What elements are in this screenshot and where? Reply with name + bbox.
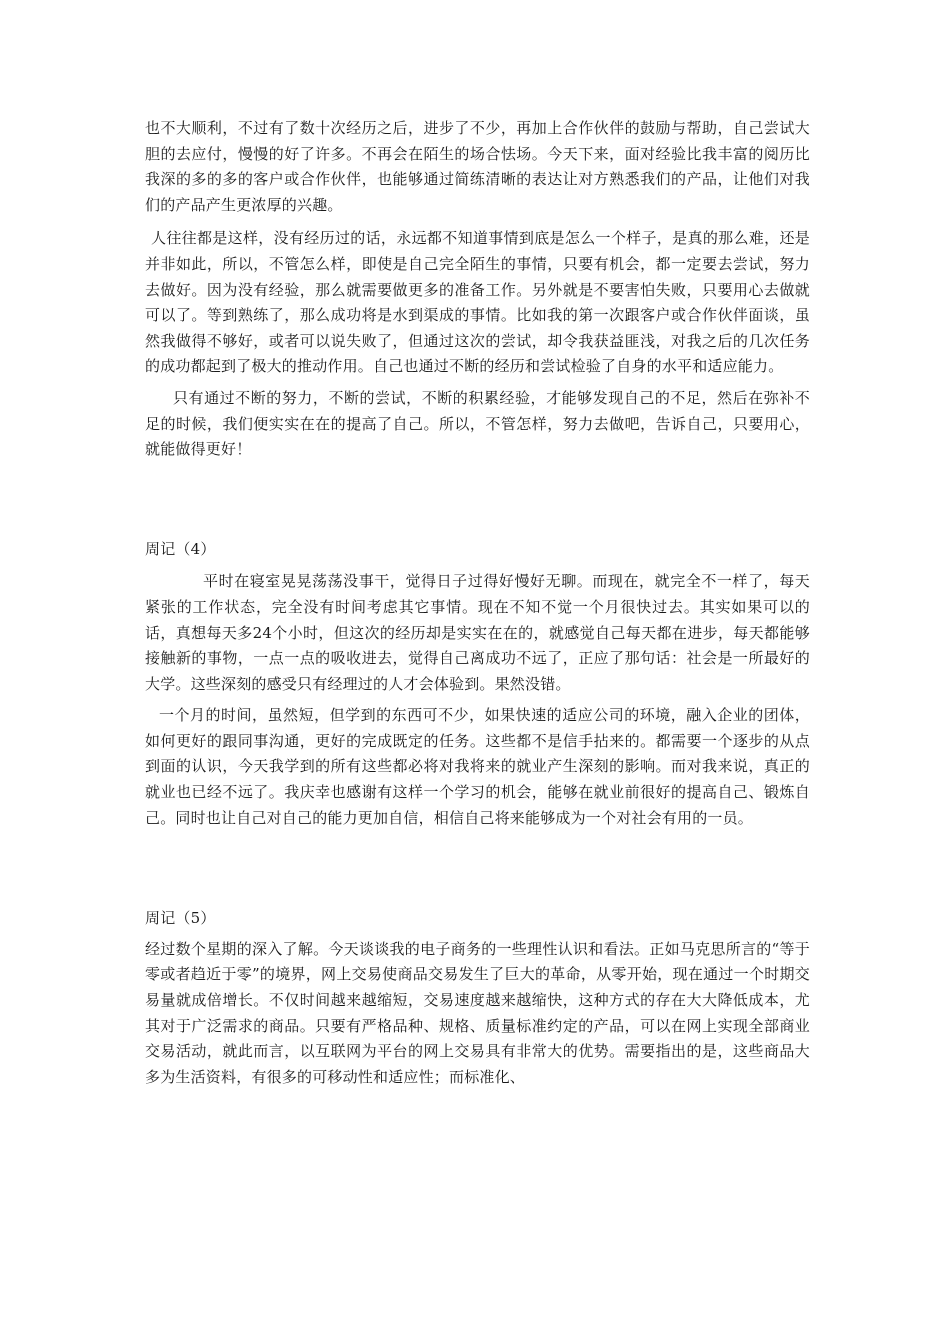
document-body xyxy=(145,116,810,1090)
paragraph: 经过数个星期的深入了解。今天谈谈我的电子商务的一些理性认识和看法。正如马克思所言的“等于零或者趋近于零”的境界，网上交易使商品交易发生了巨大的革命，从零开始，现在通过一个时期交易量就成倍增长。不仅时间越来越缩短，交易速度越来越缩快，这种方式的存在大大降低成本，尤其对于广泛需求的商品。只要有严格品种、规格、质量标准约定的产品，可以在网上实现全部商业交易活动，就此而言，以互联网为平台的网上交易具有非常大的优势。需要指出的是，这些商品大多为生活资料，有很多的可移动性和适应性；而标准化、 xyxy=(145,939,810,1086)
week5-heading: 周记（5） xyxy=(145,909,216,928)
paragraph: 人往往都是这样，没有经历过的话，永远都不知道事情到底是怎么一个样子，是真的那么难，还是并非如此，所以，不管怎么样，即使是自己完全陌生的事情，只要有机会，都一定要去尝试，努力去做好。因为没有经验，那么就需要做更多的准备工作。另外就是不要害怕失败，只要用心去做就可以了。等到熟练了，那么成功将是水到渠成的事情。比如我的第一次跟客户或合作伙伴面谈，虽然我做得不够好，或者可以说失败了，但通过这次的尝试，却令我获益匪浅，对我之后的几次任务的成功都起到了极大的推动作用。自己也通过不断的经历和尝试检验了自身的水平和适应能力。 xyxy=(145,229,810,376)
paragraph: 一个月的时间，虽然短，但学到的东西可不少，如果快速的适应公司的环境，融入企业的团体，如何更好的跟同事沟通，更好的完成既定的任务。这些都不是信手拈来的。都需要一个逐步的从点到面的认识，今天我学到的所有这些都必将对我将来的就业产生深刻的影响。而对我来说，真正的就业也已经不远了。我庆幸也感谢有这样一个学习的机会，能够在就业前很好的提高自己、锻炼自己。同时也让自己对自己的能力更加自信，相信自己将来能够成为一个对社会有用的一员。 xyxy=(145,706,810,827)
paragraph: 平时在寝室晃晃荡荡没事干，觉得日子过得好慢好无聊。而现在，就完全不一样了，每天紧张的工作状态，完全没有时间考虑其它事情。现在不知不觉一个月很快过去。其实如果可以的话，真想每天多24个小时，但这次的经历却是实实在在的，就感觉自己每天都在进步，每天都能够接触新的事物，一点一点的吸收进去，觉得自己离成功不远了，正应了那句话：社会是一所最好的大学。这些深刻的感受只有经理过的人才会体验到。果然没错。 xyxy=(145,572,810,693)
paragraph: 也不大顺利，不过有了数十次经历之后，进步了不少，再加上合作伙伴的鼓励与帮助，自己尝试大胆的去应付，慢慢的好了许多。不再会在陌生的场合怯场。今天下来，面对经验比我丰富的阅历比我深的多的多的客户或合作伙伴，也能够通过简练清晰的表达让对方熟悉我们的产品，让他们对我们的产品产生更浓厚的兴趣。 xyxy=(145,119,810,214)
paragraph: 只有通过不断的努力，不断的尝试，不断的积累经验，才能够发现自己的不足，然后在弥补不足的时候，我们便实实在在的提高了自己。所以，不管怎样，努力去做吧，告诉自己，只要用心，就能做得更好！ xyxy=(145,388,810,459)
week4-heading: 周记（4） xyxy=(145,539,216,558)
